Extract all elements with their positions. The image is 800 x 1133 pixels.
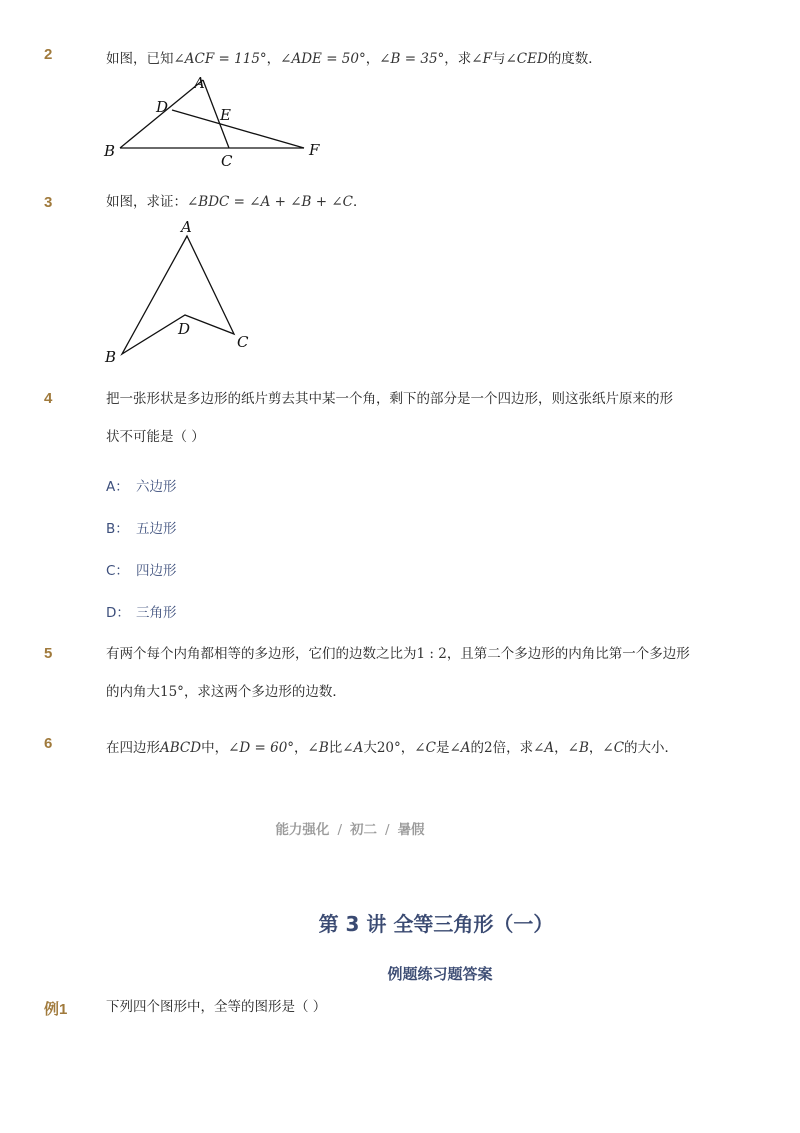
q2-angle-f: ∠F xyxy=(471,51,492,67)
q6-t4: 比 xyxy=(328,740,343,756)
breadcrumb-item-2[interactable]: 初二 xyxy=(350,822,377,838)
q4-option-a[interactable] xyxy=(106,475,177,495)
q4-option-c-label: C： xyxy=(106,563,129,579)
q6-m7: ∠A xyxy=(449,740,471,756)
q6-m1: ABCD xyxy=(160,740,202,756)
q5-line-1 xyxy=(106,635,726,673)
q3-dart-figure xyxy=(100,216,270,366)
q2-triangle-figure xyxy=(100,74,330,174)
q2-sep-1: ， xyxy=(266,51,281,67)
q6-t10: ， xyxy=(554,740,568,756)
question-number-3: 3 xyxy=(44,194,53,211)
q6-m3: ∠B xyxy=(307,740,329,756)
q5-text-d: ，求这两个多边形的边数． xyxy=(183,684,346,700)
q2-label-e: E xyxy=(220,106,231,124)
q2-label-c: C xyxy=(221,152,233,170)
q3-text-b: ． xyxy=(353,194,367,210)
q3-equation: ∠BDC = ∠A + ∠B + ∠C xyxy=(187,194,354,210)
q4-option-a-text: 六边形 xyxy=(136,479,177,495)
q4-option-b[interactable] xyxy=(106,517,177,537)
q4-option-d[interactable] xyxy=(106,601,177,621)
q4-option-c[interactable] xyxy=(106,559,177,579)
q6-m11: ∠C xyxy=(602,740,625,756)
question-5-text xyxy=(106,635,726,711)
example-1-label: 例1 xyxy=(44,1001,68,1018)
q3-label-d: D xyxy=(178,320,191,338)
q2-text-b: ，求 xyxy=(444,51,472,67)
q3-label-a: A xyxy=(181,218,192,236)
breadcrumb-item-3[interactable]: 暑假 xyxy=(397,822,425,838)
question-4-text xyxy=(106,380,726,456)
q4-option-d-label: D： xyxy=(106,605,130,621)
q6-t3: ， xyxy=(294,740,308,756)
q6-t2: 中， xyxy=(201,740,229,756)
question-number-2: 2 xyxy=(44,46,53,63)
q3-label-b: B xyxy=(105,348,117,366)
example-1-text: 下列四个图形中，全等的图形是（ ） xyxy=(106,999,327,1015)
q2-angle-ced: ∠CED xyxy=(505,51,548,67)
q4-line-2: 状不可能是（ ） xyxy=(106,429,205,445)
q5-ratio: 1 : 2 xyxy=(416,646,447,662)
q6-m4: ∠A xyxy=(342,740,364,756)
q6-t12: 的大小． xyxy=(624,740,679,756)
q2-label-b: B xyxy=(104,142,116,160)
q2-angle-ade: ∠ADE = 50° xyxy=(280,51,366,67)
q2-label-f: F xyxy=(309,141,320,159)
q2-text-a: 如图，已知 xyxy=(106,51,174,67)
question-6-text xyxy=(106,729,726,767)
q6-t5: 大 xyxy=(363,740,377,756)
q2-label-d: D xyxy=(156,98,169,116)
q4-option-b-label: B： xyxy=(106,521,129,537)
q6-m8: 2 xyxy=(484,740,493,756)
breadcrumb xyxy=(0,818,700,838)
section-subtitle: 例题练习题答案 xyxy=(387,965,493,983)
question-number-4: 4 xyxy=(44,390,53,407)
q3-label-c: C xyxy=(237,333,249,351)
q4-line-1: 把一张形状是多边形的纸片剪去其中某一个角，剩下的部分是一个四边形，则这张纸片原来的形 xyxy=(106,391,673,407)
q6-t11: ， xyxy=(588,740,603,756)
q4-option-d-text: 三角形 xyxy=(136,605,177,621)
q4-option-b-text: 五边形 xyxy=(136,521,177,537)
q2-text-d: 的度数． xyxy=(547,51,602,67)
q6-t1: 在四边形 xyxy=(106,740,160,756)
q4-option-a-label: A： xyxy=(106,479,129,495)
question-number-5: 5 xyxy=(44,645,53,662)
q5-degree: 15° xyxy=(160,684,184,700)
q6-m5: 20° xyxy=(376,740,401,756)
q6-t9: 倍，求 xyxy=(492,740,534,756)
q6-m9: ∠A xyxy=(533,740,555,756)
breadcrumb-separator-2: / xyxy=(385,822,390,838)
q2-line-df xyxy=(172,110,304,148)
q4-option-c-text: 四边形 xyxy=(136,563,177,579)
lecture-title: 第 3 讲 全等三角形（一） xyxy=(318,912,554,936)
q2-angle-acf: ∠ACF = 115° xyxy=(173,51,267,67)
q5-text-c: 的内角大 xyxy=(106,684,160,700)
q2-sep-2: ， xyxy=(365,51,380,67)
q2-label-a: A xyxy=(194,74,205,92)
q6-t8: 的 xyxy=(470,740,484,756)
q6-m2: ∠D = 60° xyxy=(228,740,295,756)
question-2-text xyxy=(106,40,726,78)
q5-line-2 xyxy=(106,673,726,711)
q2-angle-b: ∠B = 35° xyxy=(379,51,445,67)
breadcrumb-item-1[interactable]: 能力强化 xyxy=(275,822,330,838)
q5-text-b: ，且第二个多边形的内角比第一个多边形 xyxy=(446,646,690,662)
q5-text-a: 有两个每个内角都相等的多边形，它们的边数之比为 xyxy=(106,646,417,662)
q3-text-a: 如图，求证： xyxy=(106,194,187,210)
q6-m10: ∠B xyxy=(567,740,589,756)
q2-text-c: 与 xyxy=(491,51,506,67)
question-number-6: 6 xyxy=(44,735,53,752)
q6-m6: ∠C xyxy=(414,740,436,756)
q6-t7: 是 xyxy=(435,740,450,756)
breadcrumb-separator-1: / xyxy=(337,822,342,838)
q6-t6: ， xyxy=(400,740,415,756)
